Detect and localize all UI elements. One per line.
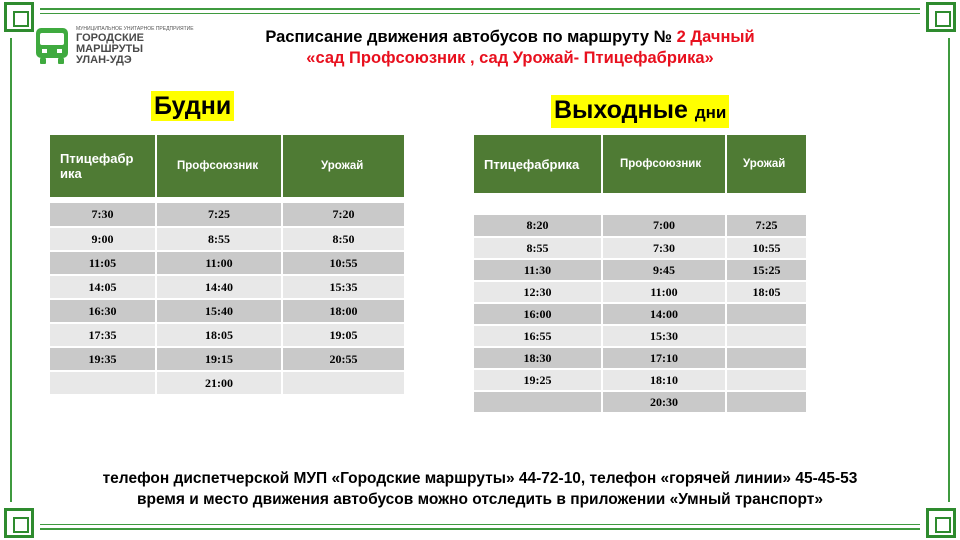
table-cell: 20:55	[282, 347, 404, 371]
table-cell: 18:30	[474, 347, 602, 369]
frame-bottom-line-inner	[40, 524, 920, 525]
table-cell: 18:05	[156, 323, 282, 347]
footer-info	[20, 468, 940, 510]
frame-corner-bottom-left	[4, 508, 34, 538]
table-cell: 11:30	[474, 259, 602, 281]
table-cell	[282, 371, 404, 395]
column-header-profsoyuznik: Профсоюзник	[602, 135, 726, 193]
table-cell: 9:45	[602, 259, 726, 281]
table-cell: 7:30	[602, 237, 726, 259]
weekday-schedule-table	[50, 135, 404, 396]
table-row	[474, 259, 806, 281]
table-cell: 7:30	[50, 203, 156, 227]
table-cell: 16:55	[474, 325, 602, 347]
table-cell: 11:00	[602, 281, 726, 303]
logo-line-1: ГОРОДСКИЕ	[76, 32, 144, 44]
frame-corner-bottom-right	[926, 508, 956, 538]
table-cell: 17:10	[602, 347, 726, 369]
table-cell: 19:35	[50, 347, 156, 371]
frame-left-line	[10, 38, 12, 502]
table-cell: 8:55	[156, 227, 282, 251]
table-cell: 20:30	[602, 391, 726, 413]
column-header-ptitsefabrika: Птицефабр ика	[50, 135, 156, 197]
page-title	[180, 27, 840, 69]
weekday-label-text: Будни	[154, 92, 232, 120]
table-cell: 7:25	[726, 215, 806, 237]
table-row	[474, 325, 806, 347]
table-cell: 14:05	[50, 275, 156, 299]
table-cell	[50, 371, 156, 395]
table-cell: 18:00	[282, 299, 404, 323]
table-cell: 21:00	[156, 371, 282, 395]
table-header-row	[50, 135, 404, 197]
table-row	[50, 371, 404, 395]
weekend-schedule-table	[474, 135, 806, 414]
table-cell: 7:20	[282, 203, 404, 227]
frame-top-line	[40, 8, 920, 10]
footer-app-line: время и место движения автобусов можно отследить в приложении «Умный транспорт»	[137, 491, 823, 508]
column-header-ptitsefabrika: Птицефабрика	[474, 135, 602, 193]
table-row	[474, 281, 806, 303]
weekend-label-suffix: дни	[694, 103, 727, 122]
table-row	[474, 215, 806, 237]
table-cell: 16:00	[474, 303, 602, 325]
table-row	[50, 323, 404, 347]
table-row	[474, 369, 806, 391]
table-cell	[726, 347, 806, 369]
table-cell: 14:40	[156, 275, 282, 299]
table-cell: 7:25	[156, 203, 282, 227]
column-header-profsoyuznik: Профсоюзник	[156, 135, 282, 197]
title-prefix: Расписание движения автобусов по маршруту №	[265, 28, 673, 46]
table-cell: 11:05	[50, 251, 156, 275]
frame-right-line	[948, 38, 950, 502]
table-cell: 12:30	[474, 281, 602, 303]
table-cell: 15:25	[726, 259, 806, 281]
table-cell: 7:00	[602, 215, 726, 237]
table-cell: 9:00	[50, 227, 156, 251]
weekday-label	[151, 91, 234, 121]
footer-phone-line: телефон диспетчерской МУП «Городские маршруты» 44-72-10, телефон «горячей линии» 45-45-53	[102, 470, 858, 487]
table-cell: 14:00	[602, 303, 726, 325]
table-row	[50, 299, 404, 323]
frame-bottom-line	[40, 528, 920, 530]
table-cell: 10:55	[282, 251, 404, 275]
table-cell: 15:35	[282, 275, 404, 299]
title-line-2: «сад Профсоюзник , сад Урожай- Птицефабрика»	[306, 49, 714, 67]
table-cell: 19:05	[282, 323, 404, 347]
table-cell: 8:50	[282, 227, 404, 251]
table-row	[50, 275, 404, 299]
bus-icon	[34, 26, 70, 66]
table-cell: 19:15	[156, 347, 282, 371]
logo-line-2: МАРШРУТЫ	[76, 43, 144, 55]
table-cell: 10:55	[726, 237, 806, 259]
table-cell	[474, 391, 602, 413]
table-cell: 15:40	[156, 299, 282, 323]
table-cell: 18:05	[726, 281, 806, 303]
frame-corner-top-right	[926, 2, 956, 32]
weekend-label	[551, 95, 729, 128]
table-row	[474, 237, 806, 259]
table-cell	[726, 303, 806, 325]
table-cell: 8:55	[474, 237, 602, 259]
table-cell: 16:30	[50, 299, 156, 323]
route-number: 2 Дачный	[676, 28, 755, 46]
table-row	[50, 347, 404, 371]
logo-line-3: УЛАН-УДЭ	[76, 54, 132, 66]
company-logo	[34, 24, 194, 68]
table-row	[50, 251, 404, 275]
column-header-urozhai: Урожай	[282, 135, 404, 197]
table-cell: 11:00	[156, 251, 282, 275]
table-row	[50, 227, 404, 251]
table-cell	[726, 391, 806, 413]
table-cell: 19:25	[474, 369, 602, 391]
table-header-row	[474, 135, 806, 193]
table-row	[474, 347, 806, 369]
table-row	[50, 203, 404, 227]
table-cell	[726, 369, 806, 391]
logo-small-text: МУНИЦИПАЛЬНОЕ УНИТАРНОЕ ПРЕДПРИЯТИЕ	[76, 26, 194, 32]
table-cell	[726, 325, 806, 347]
frame-top-line-inner	[40, 13, 920, 14]
table-cell: 18:10	[602, 369, 726, 391]
table-cell: 15:30	[602, 325, 726, 347]
table-row	[474, 391, 806, 413]
table-row	[474, 303, 806, 325]
weekend-label-text: Выходные	[554, 96, 688, 124]
table-cell: 17:35	[50, 323, 156, 347]
table-cell: 8:20	[474, 215, 602, 237]
title-line-1	[180, 27, 840, 48]
column-header-urozhai: Урожай	[726, 135, 806, 193]
logo-name	[76, 33, 144, 66]
frame-corner-top-left	[4, 2, 34, 32]
